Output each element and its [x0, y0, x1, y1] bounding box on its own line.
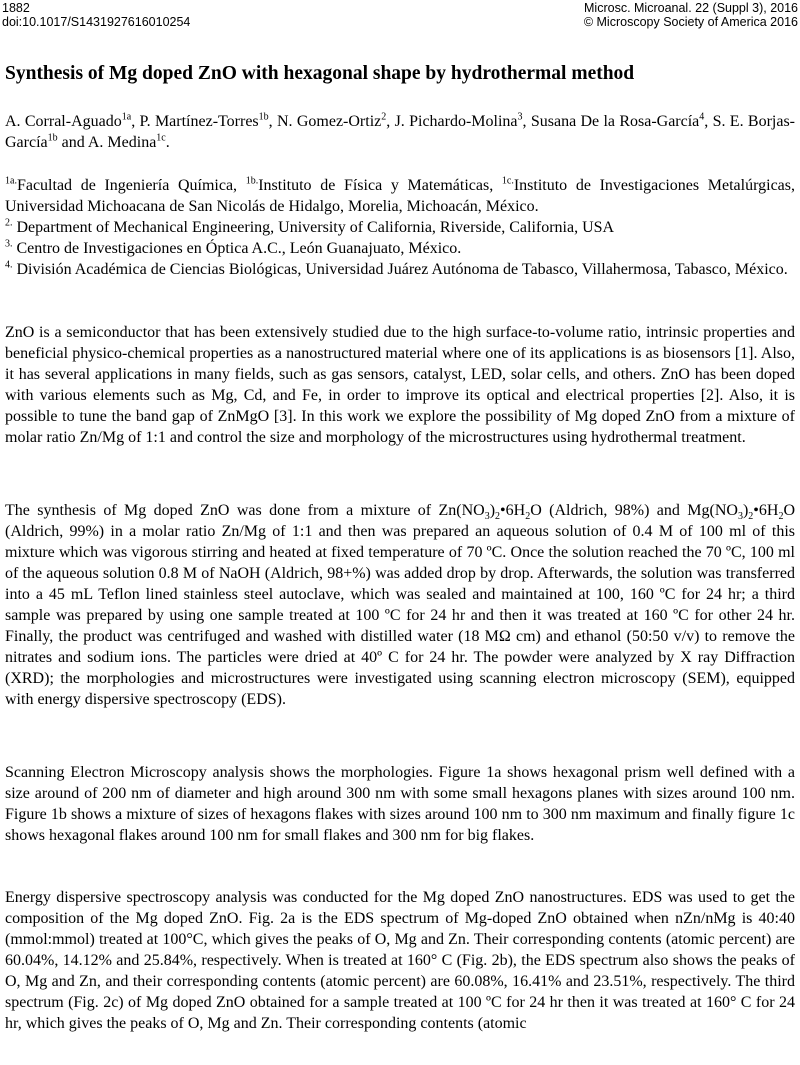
page-number: 1882	[2, 1, 30, 15]
affiliation-3: $^{3.}$ Centro de Investigaciones en Óptica A.C., León Guanajuato, México.	[5, 238, 462, 257]
affiliation-4: $^{4.}$ División Académica de Ciencias Biológicas, Universidad Juárez Autónoma de Tabasco, Villahermosa, Tabasco, México.	[5, 259, 788, 278]
paragraph-introduction: ZnO is a semiconductor that has been extensively studied due to the high surface-to-volume ratio, intrinsic properties and beneficial physico-chemical properties as a nanostructured material where one of its applications is as biosensors [1]. Also, it has several applications in many fields, such as gas sensors, catalyst, LED, solar cells, and others. ZnO has been doped with various elements such as Mg, Cd, and Fe, in order to improve its optical and electrical properties [2]. Also, it is possible to tune the band gap of ZnMgO [3]. In this work we explore the possibility of Mg doped ZnO from a mixture of molar ratio Zn/Mg of 1:1 and control the size and morphology of the microstructures using hydrothermal treatment.	[5, 324, 795, 446]
doi: doi:10.1017/S1431927616010254	[2, 15, 191, 29]
journal-citation: Microsc. Microanal. 22 (Suppl 3), 2016	[584, 1, 798, 15]
affiliation-2: $^{2.}$ Department of Mechanical Engineering, University of California, Riverside, California, USA	[5, 217, 615, 236]
copyright: © Microscopy Society of America 2016	[583, 15, 798, 29]
paragraph-sem-analysis: Scanning Electron Microscopy analysis shows the morphologies. Figure 1a shows hexagonal prism well defined with a size around of 200 nm of diameter and high around 300 nm with some small hexagons planes with sizes around 100 nm. Figure 1b shows a mixture of sizes of hexagons flakes with sizes around 100 nm to 300 nm maximum and finally figure 1c shows hexagonal flakes around 100 nm for small flakes and 300 nm for big flakes.	[5, 764, 795, 844]
affiliation-1: $^{1a.}$Facultad de Ingeniería Química, $^{1b.}$Instituto de Física y Matemáticas, $^{1c.}$Instituto de Investigaciones Metalúrgicas, Universidad Michoacana de San Nicolás de Hidalgo, Morelia, Michoacán, México.	[5, 175, 796, 215]
paragraph-eds-analysis: Energy dispersive spectroscopy analysis was conducted for the Mg doped ZnO nanostructures. EDS was used to get the composition of the Mg doped ZnO. Fig. 2a is the EDS spectrum of Mg-doped ZnO obtained when nZn/nMg is 40:40 (mmol:mmol) treated at 100°C, which gives the peaks of O, Mg and Zn. Their corresponding contents (atomic percent) are 60.04%, 14.12% and 25.84%, respectively. When is treated at 160° C (Fig. 2b), the EDS spectrum also shows the peaks of O, Mg and Zn, and their corresponding contents (atomic percent) are 60.08%, 16.41% and 23.51%, respectively. The third spectrum (Fig. 2c) of Mg doped ZnO obtained for a sample treated at 100 ºC for 24 hr then it was treated at 160° C for 24 hr, which gives the peaks of O, Mg and Zn. Their corresponding contents (atomic	[5, 889, 795, 1032]
author-list: A. Corral-Aguado$^{1a}$, P. Martínez-Torres$^{1b}$, N. Gomez-Ortiz$^2$, J. Pichardo-Molina$^3$, Susana De la Rosa-García$^4$, S. E. Borjas-García$^{1b}$ and A. Medina$^{1c}$.	[5, 111, 795, 151]
paragraph-synthesis: The synthesis of Mg doped ZnO was done from a mixture of $Zn(NO_3)_2•6H_2O$ (Aldrich, 98%) and $Mg(NO_3)_2•6H_2O$ (Aldrich, 99%) in a molar ratio Zn/Mg of 1:1 and then was prepared an aqueous solution of 0.4 M of 100 ml of this mixture which was vigorous stirring and heated at fixed temperature of 70 ºC. Once the solution reached the 70 ºC, 100 ml of the aqueous solution 0.8 M of NaOH (Aldrich, 98+%) was added drop by drop. Afterwards, the solution was transferred into a 45 mL Teflon lined stainless steel autoclave, which was sealed and maintained at 100, 160 ºC for 24 hr; a third sample was prepared by using one sample treated at 100 ºC for 24 hr and then it was treated at 160 ºC for other 24 hr. Finally, the product was centrifuged and washed with distilled water (18 MΩ cm) and ethanol (50:50 v/v) to remove the nitrates and sodium ions. The particles were dried at 40º C for 24 hr. The powder were analyzed by X ray Diffraction (XRD); the morphologies and microstructures were investigated using scanning electron microscopy (SEM), equipped with energy dispersive spectroscopy (EDS).	[5, 502, 795, 708]
paper-title: Synthesis of Mg doped ZnO with hexagonal shape by hydrothermal method	[5, 63, 635, 84]
